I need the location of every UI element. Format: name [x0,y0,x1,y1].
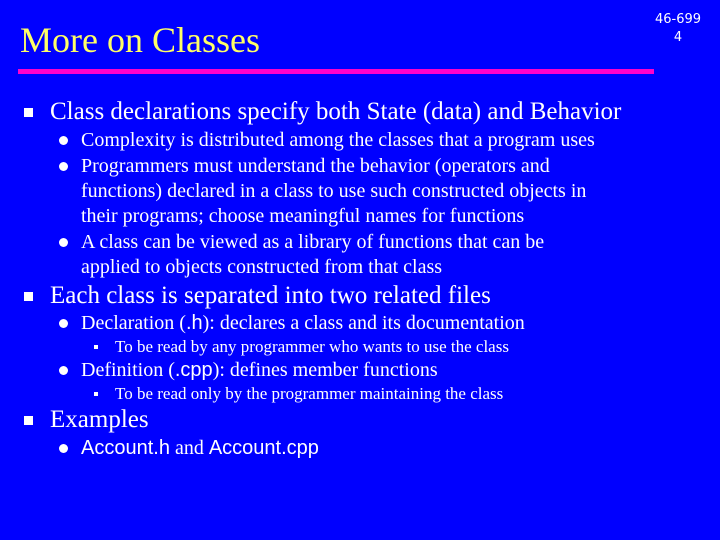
definition-extension: .cpp [174,359,213,381]
declaration-extension: .h [185,312,203,334]
sub-sub-bullet-declaration-note [115,337,509,357]
sub-sub-bullet-definition-note [115,384,503,404]
declaration-prefix: Declaration ( [81,312,186,334]
sub-bullet-text-line1: Programmers must understand the behavior (operators and [81,155,550,177]
title-rule [18,69,654,74]
square-bullet-icon [24,108,33,117]
bullet-text: Class declarations specify both State (data) and Behavior [50,98,622,125]
sub-bullet-text: Complexity is distributed among the classes that a program uses [81,129,595,151]
example-file-header: Account.h [81,437,170,459]
sub-bullet-example-files [81,436,319,461]
example-file-source: Account.cpp [208,437,319,459]
definition-suffix: ): defines member functions [212,359,438,381]
bullet-class-declarations [50,97,621,127]
round-bullet-icon [59,366,68,375]
example-and: and [169,437,209,459]
note-text: To be read only by the programmer maintaining the class [115,384,504,403]
sub-bullet-text-line1: A class can be viewed as a library of functions that can be [81,231,545,253]
round-bullet-icon [59,238,68,247]
sub-bullet-declaration [81,311,525,336]
sub-bullet-definition [81,358,438,383]
bullet-text: Examples [50,406,149,433]
slide-number [648,11,708,47]
round-bullet-icon [59,136,68,145]
declaration-suffix: ): declares a class and its documentation [202,312,525,334]
bullet-text: Each class is separated into two related files [50,282,491,309]
small-square-bullet-icon [94,345,98,349]
note-text: To be read by any programmer who wants to use the class [115,337,509,356]
small-square-bullet-icon [94,392,98,396]
sub-bullet-complexity [81,128,595,153]
sub-bullet-library-line2: applied to objects constructed from that class [81,256,443,278]
bullet-separated-files [50,281,491,311]
square-bullet-icon [24,416,33,425]
slide-number-course: 46-699 [654,12,702,27]
round-bullet-icon [59,319,68,328]
square-bullet-icon [24,292,33,301]
slide-number-page: 4 [673,30,683,45]
sub-bullet-programmers-line3: their programs; choose meaningful names for functions [81,205,525,227]
sub-bullet-programmers [81,154,550,179]
definition-prefix: Definition ( [81,359,175,381]
round-bullet-icon [59,162,68,171]
sub-bullet-library [81,230,544,255]
sub-bullet-programmers-line2: functions) declared in a class to use such constructed objects in [81,180,587,202]
slide-title: More on Classes [20,20,260,60]
bullet-examples [50,405,149,435]
round-bullet-icon [59,444,68,453]
